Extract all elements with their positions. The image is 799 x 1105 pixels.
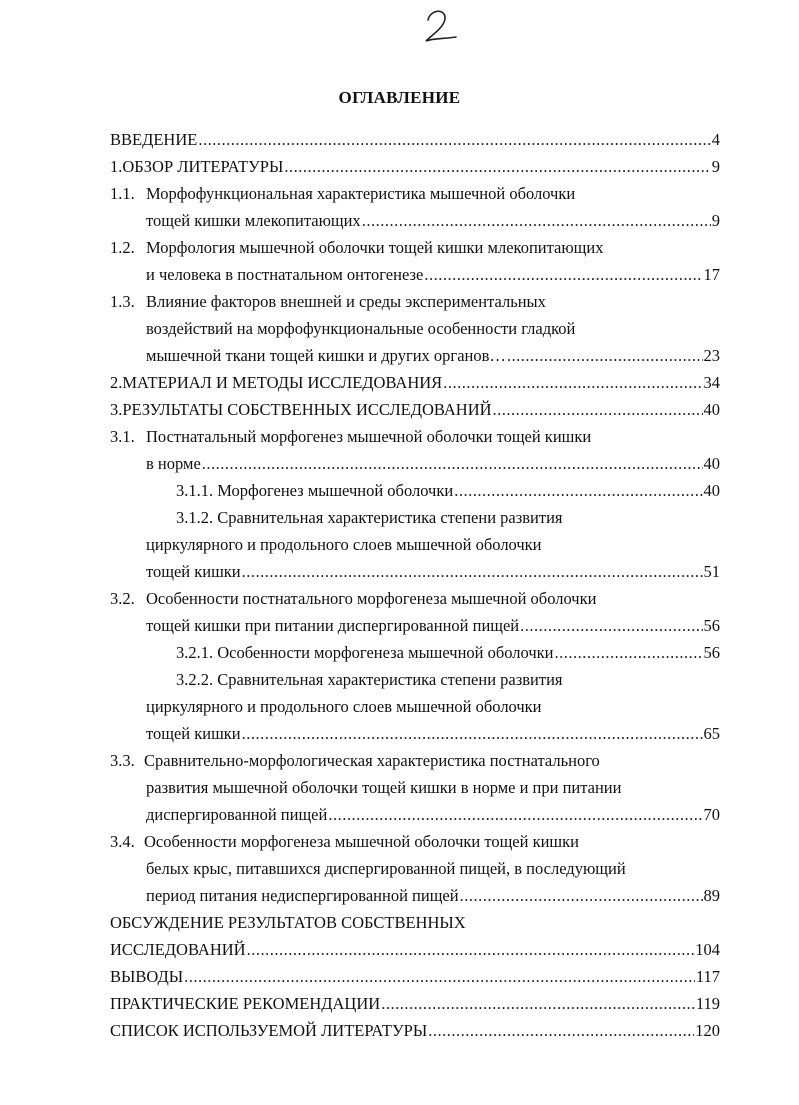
- dot-leader: [443, 369, 702, 396]
- toc-entry-title: период питания недиспергированной пищей: [146, 886, 459, 905]
- dot-leader: [460, 882, 703, 909]
- toc-entry-page: 51: [703, 562, 720, 581]
- toc-entry-title: МАТЕРИАЛ И МЕТОДЫ ИССЛЕДОВАНИЯ: [122, 373, 443, 392]
- toc-entry: [0, 558, 799, 585]
- toc-entry-page: 34: [703, 373, 720, 392]
- toc-entry: [0, 477, 799, 504]
- toc-entry: [0, 531, 799, 558]
- toc-entry-page: 56: [703, 643, 720, 662]
- toc-entry-page: 104: [695, 940, 720, 959]
- toc-entry-title: ПРАКТИЧЕСКИЕ РЕКОМЕНДАЦИИ: [110, 994, 381, 1013]
- dot-leader: [328, 801, 702, 828]
- toc-entry-page: 40: [703, 481, 720, 500]
- toc-entry: [0, 180, 799, 207]
- toc-entry-title: ИССЛЕДОВАНИЙ: [110, 940, 246, 959]
- toc-entry: [0, 639, 799, 666]
- toc-entry: [0, 288, 799, 315]
- toc-entry: [0, 585, 799, 612]
- toc-entry-number: 2.: [110, 373, 123, 392]
- dot-leader: [555, 639, 703, 666]
- toc-entry-title: Постнатальный морфогенез мышечной оболочки тощей кишки: [146, 427, 592, 446]
- toc-entry: [0, 612, 799, 639]
- toc-entry: [0, 207, 799, 234]
- toc-entry-title: 3.2.2. Сравнительная характеристика степени развития: [176, 670, 563, 689]
- toc-entry-title: РЕЗУЛЬТАТЫ СОБСТВЕННЫХ ИССЛЕДОВАНИЙ: [122, 400, 492, 419]
- toc-entry-number: 1.1.: [110, 184, 135, 203]
- dot-leader: [284, 153, 710, 180]
- toc-entry-number: 3.2.: [110, 589, 135, 608]
- toc-entry-title: Особенности постнатального морфогенеза мышечной оболочки: [146, 589, 597, 608]
- toc-entry-page: 119: [695, 994, 720, 1013]
- toc-entry: [0, 315, 799, 342]
- handwritten-two-icon: [410, 2, 470, 52]
- dot-leader: [184, 963, 695, 990]
- toc-entry-title: тощей кишки млекопитающих: [146, 211, 361, 230]
- dot-leader: [454, 477, 702, 504]
- toc-entry-page: 9: [711, 211, 720, 230]
- toc-entry-title: белых крыс, питавшихся диспергированной пищей, в последующий: [146, 859, 626, 878]
- toc-entry: [0, 1017, 799, 1044]
- toc-entry-title: циркулярного и продольного слоев мышечной оболочки: [146, 697, 542, 716]
- dot-leader: [428, 1017, 694, 1044]
- toc-entry: [0, 963, 799, 990]
- toc-entry-title: Сравнительно-морфологическая характеристика постнатального: [144, 751, 600, 770]
- handwritten-page-number: [410, 2, 470, 52]
- toc-entry-page: 56: [703, 616, 720, 635]
- toc-entry-number: 3.3.: [110, 751, 135, 770]
- dot-leader: [247, 936, 695, 963]
- dot-leader: [362, 207, 711, 234]
- toc-entry: [0, 882, 799, 909]
- toc-entry: [0, 423, 799, 450]
- toc-entry-page: 117: [695, 967, 720, 986]
- toc-entry-page: 89: [703, 886, 720, 905]
- toc-entry-title: диспергированной пищей: [146, 805, 328, 824]
- toc-entry-title: циркулярного и продольного слоев мышечной оболочки: [146, 535, 542, 554]
- toc-entry-page: 120: [695, 1021, 720, 1040]
- toc-entry-title: 3.1.2. Сравнительная характеристика степени развития: [176, 508, 563, 527]
- toc-entry: [0, 747, 799, 774]
- toc-entry-title: ВЫВОДЫ: [110, 967, 184, 986]
- toc-entry-number: 3.1.: [110, 427, 135, 446]
- toc-entry-number: 1.2.: [110, 238, 135, 257]
- toc-entry-title: тощей кишки: [146, 724, 241, 743]
- toc-entry: [0, 342, 799, 369]
- toc-entry-title: ОБСУЖДЕНИЕ РЕЗУЛЬТАТОВ СОБСТВЕННЫХ: [110, 913, 466, 932]
- toc-entry: [0, 693, 799, 720]
- toc-entry-number: 1.3.: [110, 292, 135, 311]
- toc-entry-title: 3.2.1. Особенности морфогенеза мышечной оболочки: [176, 643, 554, 662]
- dot-leader: [520, 612, 702, 639]
- toc-entry-title: в норме: [146, 454, 201, 473]
- toc-entry-page: 40: [703, 454, 720, 473]
- toc-entry-title: ОБЗОР ЛИТЕРАТУРЫ: [122, 157, 284, 176]
- toc-entry: [0, 720, 799, 747]
- dot-leader: [242, 720, 703, 747]
- toc-entry-title: и человека в постнатальном онтогенезе: [146, 265, 424, 284]
- toc-entry: [0, 153, 799, 180]
- toc-entry-title: тощей кишки: [146, 562, 241, 581]
- toc-entry-title: воздействий на морфофункциональные особенности гладкой: [146, 319, 576, 338]
- page-title: ОГЛАВЛЕНИЕ: [338, 88, 461, 107]
- toc-entry: [0, 261, 799, 288]
- toc-entry-title: тощей кишки при питании диспергированной пищей: [146, 616, 520, 635]
- toc-entry-title: Влияние факторов внешней и среды экспериментальных: [146, 292, 546, 311]
- toc-entry-page: 9: [711, 157, 720, 176]
- toc-entry: [0, 774, 799, 801]
- toc-entry: [0, 126, 799, 153]
- toc-entry-title: 3.1.1. Морфогенез мышечной оболочки: [176, 481, 454, 500]
- dot-leader: [424, 261, 702, 288]
- toc-entry: [0, 504, 799, 531]
- toc-entry-page: 4: [711, 130, 720, 149]
- toc-entry: [0, 666, 799, 693]
- toc-entry: [0, 936, 799, 963]
- toc-entry: [0, 855, 799, 882]
- toc-entry-page: 17: [703, 265, 720, 284]
- dot-leader: [198, 126, 710, 153]
- toc-entry: [0, 450, 799, 477]
- toc-entry-title: Морфофункциональная характеристика мышечной оболочки: [146, 184, 576, 203]
- toc-entry-page: 65: [703, 724, 720, 743]
- toc-entry: [0, 828, 799, 855]
- toc-entry-number: 1.: [110, 157, 123, 176]
- toc-entry: [0, 990, 799, 1017]
- toc-entry-page: 23: [703, 346, 720, 365]
- toc-entry: [0, 909, 799, 936]
- toc-entry: [0, 396, 799, 423]
- dot-leader: [507, 342, 703, 369]
- toc-entry: [0, 369, 799, 396]
- toc-entry-title: развития мышечной оболочки тощей кишки в норме и при питании: [146, 778, 622, 797]
- toc-entry-title: Особенности морфогенеза мышечной оболочки тощей кишки: [144, 832, 579, 851]
- toc-entry: [0, 801, 799, 828]
- toc-entry-title: Морфология мышечной оболочки тощей кишки млекопитающих: [146, 238, 604, 257]
- dot-leader: [493, 396, 703, 423]
- toc-entry-title: ВВЕДЕНИЕ: [110, 130, 198, 149]
- toc-entry-title: СПИСОК ИСПОЛЬЗУЕМОЙ ЛИТЕРАТУРЫ: [110, 1021, 428, 1040]
- toc-entry: [0, 234, 799, 261]
- toc-entry-number: 3.: [110, 400, 123, 419]
- toc-entry-page: 40: [703, 400, 720, 419]
- dot-leader: [202, 450, 703, 477]
- dot-leader: [242, 558, 703, 585]
- toc-entry-title: мышечной ткани тощей кишки и других органов…: [146, 346, 506, 365]
- toc-entry-number: 3.4.: [110, 832, 135, 851]
- toc-entry-page: 70: [703, 805, 720, 824]
- dot-leader: [381, 990, 695, 1017]
